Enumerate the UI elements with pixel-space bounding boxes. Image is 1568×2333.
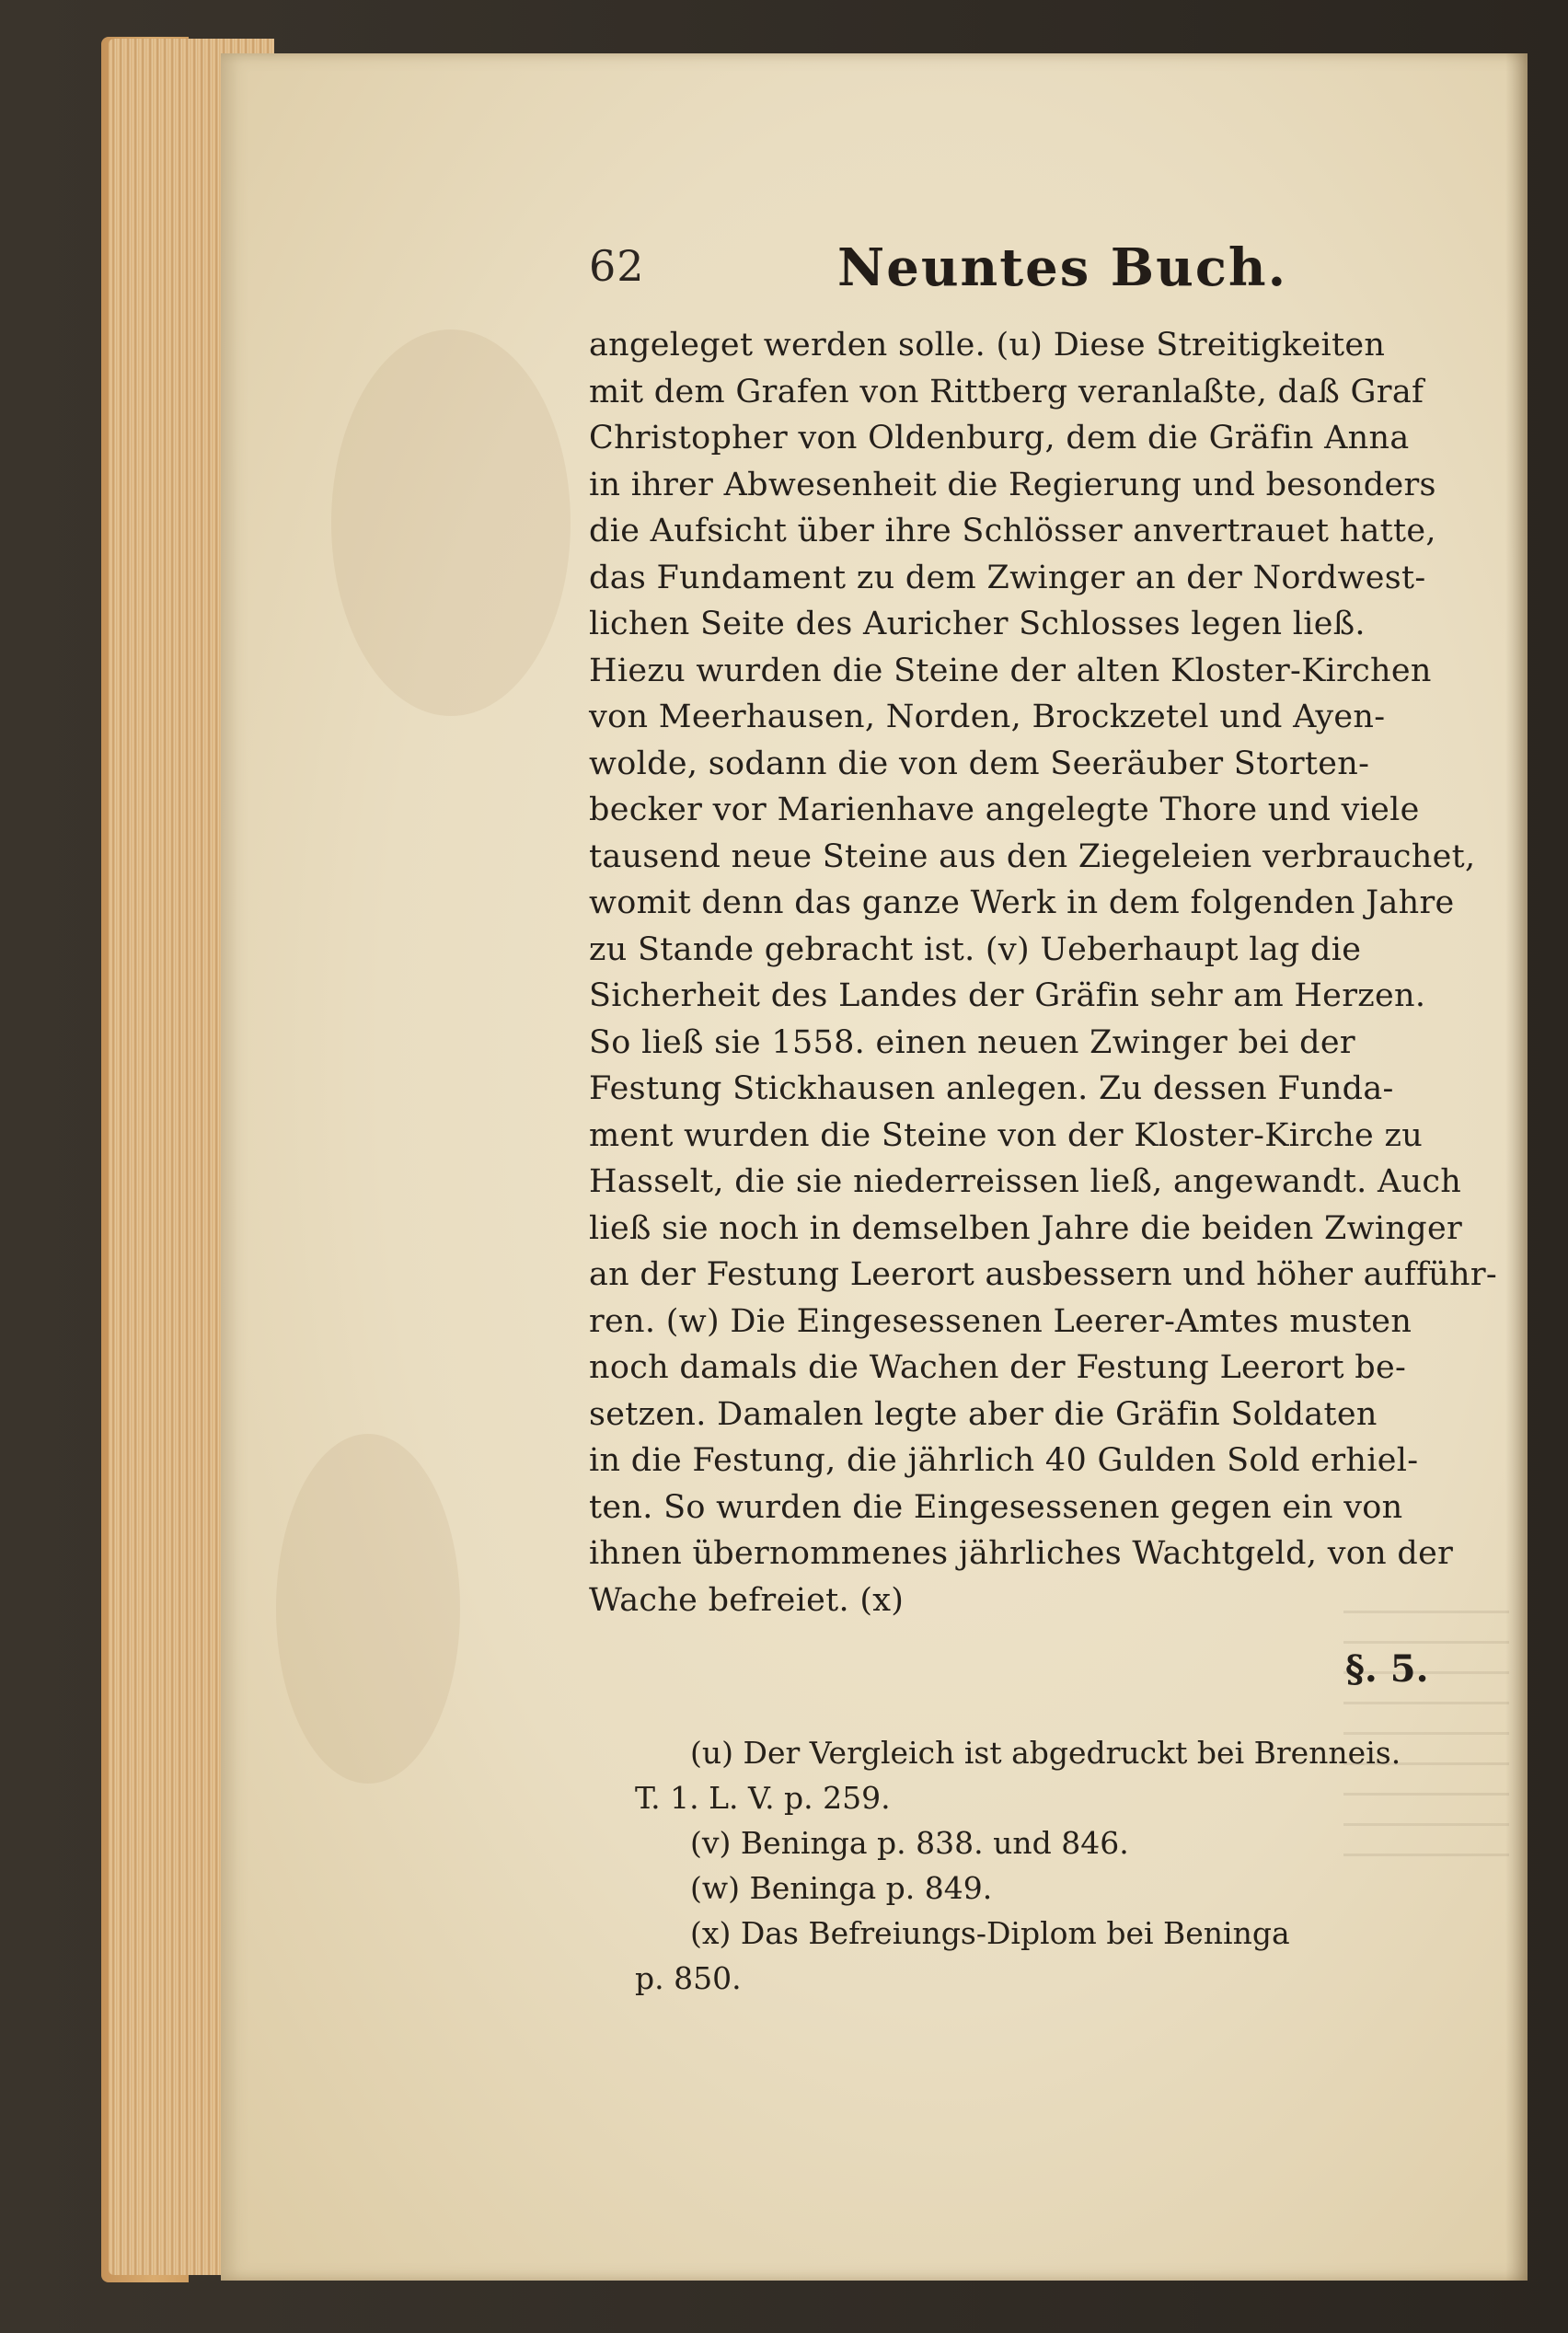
text-line: ließ sie noch in demselben Jahre die beiden Zwinger: [589, 1209, 1463, 1247]
text-line: in ihrer Abwesenheit die Regierung und besonders: [589, 466, 1436, 503]
footnote-continuation: p. 850.: [635, 1960, 742, 1996]
text-line: Christopher von Oldenburg, dem die Gräfin Anna: [589, 420, 1410, 456]
text-line: tausend neue Steine aus den Ziegeleien verbrauchet,: [589, 837, 1476, 875]
footnote: (w) Beninga p. 849.: [690, 1870, 993, 1906]
running-title: Neuntes Buch.: [837, 237, 1288, 298]
paper-stain: [276, 1434, 460, 1784]
text-line: mit dem Grafen von Rittberg veranlaßte, daß Graf: [589, 373, 1424, 410]
text-line: ten. So wurden die Eingesessenen gegen ein von: [589, 1488, 1403, 1526]
footnote: (u) Der Vergleich ist abgedruckt bei Brenneis.: [690, 1735, 1401, 1771]
text-line: Sicherheit des Landes der Gräfin sehr am Herzen.: [589, 977, 1426, 1014]
page-header: [589, 237, 1509, 306]
text-line: ren. (w) Die Eingesessenen Leerer-Amtes musten: [589, 1302, 1412, 1340]
paper-edge-shadow: [1505, 53, 1528, 2281]
footnote-continuation: T. 1. L. V. p. 259.: [635, 1780, 891, 1816]
text-line: die Aufsicht über ihre Schlösser anvertrauet hatte,: [589, 513, 1436, 549]
text-line: von Meerhausen, Norden, Brockzetel und Ayen-: [589, 699, 1386, 735]
text-line: angeleget werden solle. (u) Diese Streitigkeiten: [589, 327, 1386, 364]
text-line: das Fundament zu dem Zwinger an der Nordwest-: [589, 559, 1426, 596]
footnote: (v) Beninga p. 838. und 846.: [690, 1825, 1129, 1861]
text-line: Festung Stickhausen anlegen. Zu dessen Funda-: [589, 1070, 1394, 1107]
paper-stain: [331, 329, 571, 716]
text-line: ment wurden die Steine von der Kloster-Kirche zu: [589, 1116, 1424, 1154]
text-line: Hiezu wurden die Steine der alten Kloster-Kirchen: [589, 652, 1432, 689]
catchword: §. 5.: [1345, 1647, 1429, 1691]
text-line: ihnen übernommenes jährliches Wachtgeld, von der: [589, 1535, 1454, 1572]
text-line: Wache befreiet. (x): [589, 1581, 905, 1619]
page-number: 62: [589, 241, 645, 291]
text-line: an der Festung Leerort ausbessern und höher aufführ-: [589, 1256, 1498, 1293]
text-line: becker vor Marienhave angelegte Thore und viele: [589, 791, 1420, 828]
text-line: So ließ sie 1558. einen neuen Zwinger bei der: [589, 1023, 1355, 1061]
text-line: lichen Seite des Auricher Schlosses legen ließ.: [589, 606, 1366, 642]
footnote: (x) Das Befreiungs-Diplom bei Beninga: [690, 1915, 1290, 1951]
footnotes: [635, 1730, 1472, 2001]
text-line: wolde, sodann die von dem Seeräuber Storten-: [589, 745, 1370, 782]
text-line: setzen. Damalen legte aber die Gräfin Soldaten: [589, 1395, 1378, 1433]
text-line: zu Stande gebracht ist. (v) Ueberhaupt lag die: [589, 930, 1362, 968]
text-line: Hasselt, die sie niederreissen ließ, angewandt. Auch: [589, 1163, 1462, 1200]
body-text: [589, 322, 1498, 1623]
text-line: womit denn das ganze Werk in dem folgenden Jahre: [589, 884, 1455, 921]
text-line: noch damals die Wachen der Festung Leerort be-: [589, 1349, 1407, 1386]
text-line: in die Festung, die jährlich 40 Gulden Sold erhiel-: [589, 1442, 1419, 1479]
